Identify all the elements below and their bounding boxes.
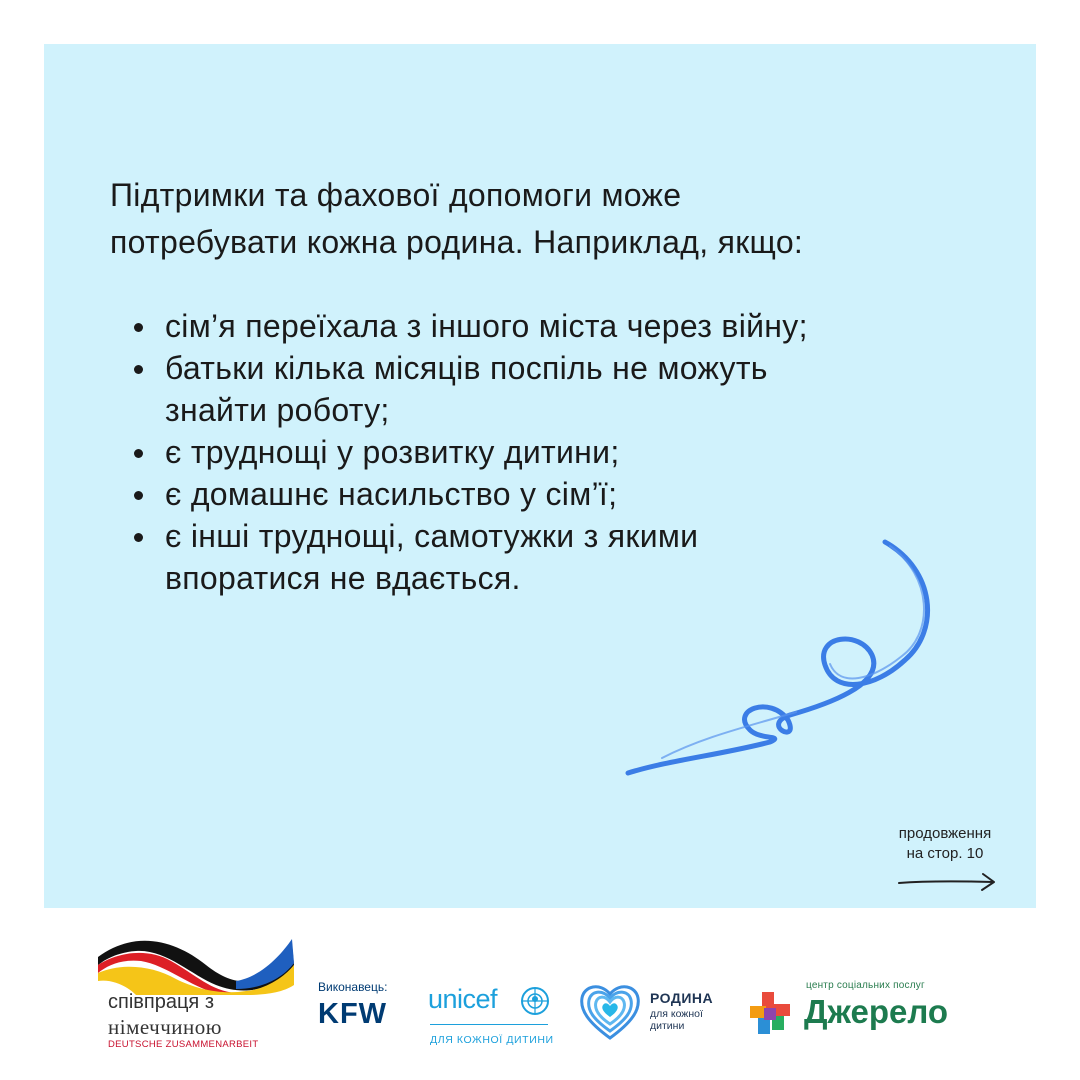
list-item [130,347,950,431]
bullet-dot [134,533,143,542]
rodyna-title: РОДИНА [650,990,714,1006]
continue-line: продовження [898,825,992,842]
rodyna-subtitle-line: для кожної [650,1008,703,1020]
dzherelo-logo [748,978,1008,1048]
germany-cooperation-logo [96,935,296,1055]
kfw-logo [318,980,408,1031]
intro-text [110,172,990,266]
bullet-text: впоратися не вдається. [165,560,521,596]
kfw-label: Виконавець: [318,980,388,994]
dzherelo-star-icon [748,990,796,1038]
decorative-squiggle [610,530,950,780]
germany-text: співпраця з [108,991,214,1013]
rodyna-logo [578,980,738,1040]
list-item [130,473,950,515]
bullet-text: сім’я переїхала з іншого міста через війну; [165,308,808,344]
germany-text: німеччиною [108,1015,222,1039]
intro-line: потребувати кожна родина. Наприклад, якщо: [110,224,804,260]
continue-note [870,824,1020,864]
bullet-dot [134,323,143,332]
heart-icon [578,980,642,1044]
bullet-text: є труднощі у розвитку дитини; [165,434,620,470]
bullet-text: є домашнє насильство у сім’ї; [165,476,618,512]
dzherelo-subtitle: центр соціальних послуг [806,980,925,991]
bullet-dot [134,491,143,500]
unicef-divider [430,1024,548,1025]
unicef-logo [428,984,554,1046]
arrow-right-icon[interactable] [895,870,999,894]
rodyna-subtitle [650,1008,703,1032]
list-item [130,305,950,347]
unicef-tagline: ДЛЯ КОЖНОЇ ДИТИНИ [430,1034,554,1046]
bullet-dot [134,365,143,374]
dzherelo-title: Джерело [804,993,949,1030]
rodyna-subtitle-line: дитини [650,1020,685,1032]
bullet-dot [134,449,143,458]
germany-ukraine-ribbon [96,935,296,995]
kfw-mark: KFW [318,998,388,1030]
unicef-globe-icon [520,986,550,1016]
continue-line: на стор. 10 [906,845,984,862]
germany-subtext: DEUTSCHE ZUSAMMENARBEIT [108,1039,259,1050]
list-item [130,431,950,473]
bullet-text: знайти роботу; [165,392,390,428]
bullet-text: є інші труднощі, самотужки з якими [165,518,699,554]
bullet-text: батьки кілька місяців поспіль не можуть [165,350,768,386]
unicef-wordmark: unicef [428,984,498,1014]
intro-line: Підтримки та фахової допомоги може [110,177,682,213]
